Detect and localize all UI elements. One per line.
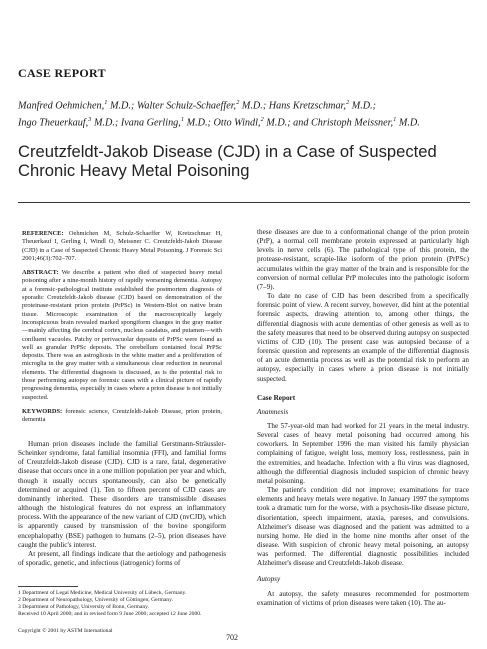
body-paragraph: To date no case of CJD has been described from a specifically forensic point of view. A recent survey, however, did hint at the potential forensic aspects, drawing attention to, among other things, the differential diagnosis with acute dementias of other genesis as well as to the safety measures that need to be observed during autopsy on suspected victims of CJD (10). The present case was autopsied because of a forensic question and represents an example of the differential diagnosis of an acute dementia process as well as the potential risk to perform an autopsy, especially in cases where a prion disease is not initially suspected. <box>257 292 469 383</box>
body-paragraph: these diseases are due to a conformational change of the prion protein (PrP), a normal cell membrane protein expressed at particularly high levels in nerve cells (6). The pathological type of this protein, the protease-resistant, scrapie-like isoform of the prion protein (PrPSc) accumulates within the gray matter of the brain and is responsible for the conversion of normal cellular PrP molecules into the pathologic isoform (7–9). <box>257 228 469 291</box>
author-name: M.D.; Ivana Gerling, <box>91 117 181 129</box>
page-number: 702 <box>226 633 238 642</box>
subsection-heading: Autopsy <box>257 575 281 584</box>
abstract-text: We describe a patient who died of suspected heavy metal poisoning after a nine-month history of rapidly worsening dementia. Autopsy at a forensic-pathological institute established the postmortem diagnosis of sporadic Creutzfeldt-Jakob disease (CJD) based on demonstration of the proteinase-resistant prion protein (PrPSc) in Western-Blot on native brain tissue. Microscopic examination of the macroscopically largely inconspicuous brain revealed marked spongiform changes in the gray matter—mainly affecting the cerebral cortex, nucleus caudatus, and putamen—with confluent vacuoles. Patchy or perivacuolar deposits of PrPSc were found as well as granular PrPSc deposits. The cerebellum contained focal PrPSc deposits. There was an astrogliosis in the white matter and a proliferation of microglia in the gray matter with a simultaneous clear reduction in neuronal elements. The differential diagnosis is discussed, as is the potential risk to those performing autopsy on forensic cases with a clinical picture of rapidly progressing dementia, especially in cases where a prion disease is not initially suspected. <box>22 269 222 401</box>
keywords-paragraph <box>22 408 222 425</box>
affiliation-marker: 2 <box>236 99 240 106</box>
author-name: M.D. <box>396 117 420 129</box>
left-body-text <box>18 440 226 568</box>
author-name: M.D.; Walter Schulz-Schaeffer, <box>107 100 237 112</box>
reference-label: REFERENCE: <box>22 230 64 237</box>
article-title: Creutzfeldt-Jakob Disease (CJD) in a Case of Suspected Chronic Heavy Metal Poisoning <box>18 142 437 180</box>
body-paragraph: At present, all findings indicate that the aetiology and pathogenesis of sporadic, genetic, and infectious (iatrogenic) forms of <box>18 549 226 568</box>
author-name: M.D.; Otto Windl, <box>184 117 261 129</box>
abstract-block <box>22 230 222 431</box>
author-line-1 <box>18 96 478 113</box>
title-divider <box>18 202 470 203</box>
abstract-paragraph <box>22 269 222 402</box>
right-body-text <box>257 228 469 608</box>
affiliation-marker: 1 <box>104 99 108 106</box>
footnote: 3 Department of Pathology, University of Bonn, Germany. <box>18 604 150 610</box>
affiliation-marker: 2 <box>345 99 350 106</box>
author-line-2 <box>18 113 478 130</box>
affiliation-marker: 2 <box>260 116 264 124</box>
reference-paragraph <box>22 230 222 263</box>
footnotes <box>18 586 226 618</box>
section-heading: Case Report <box>257 393 296 402</box>
body-paragraph: The 57-year-old man had worked for 21 years in the metal industry. Several cases of heavy metal poisoning had occurred among his coworkers. In September 1996 the man visited his family physician complaining of fatigue, weight loss, memory loss, restlessness, pain in the extremities, and headache. Infection with a flu virus was diagnosed, although the differential diagnosis included suspicion of chronic heavy metal poisoning. <box>257 421 469 485</box>
keywords-label: KEYWORDS: <box>22 407 63 415</box>
copyright-notice: Copyright © 2001 by ASTM International <box>18 628 113 634</box>
footnote: 2 Department of Neuropathology, University of Göttingen, Germany. <box>18 597 173 603</box>
author-name: M.D.; and Christoph Meissner, <box>263 117 394 129</box>
author-name: Ingo Theuerkauf, <box>18 117 89 129</box>
section-label: CASE REPORT <box>18 66 106 80</box>
subsection-heading: Anamnesis <box>257 407 289 416</box>
body-paragraph: Human prion diseases include the familial Gerstmann-Sträussler-Scheinker syndrome, fatal familial insomnia (FFI), and familial forms of Creutzfeldt-Jakob disease (CJD). CJD is a rare, fatal, degenerative disease that occurs once in a one million population per year and which, though it usually occurs spontaneously, can also be genetically determined or acquired (1). Ten to fifteen percent of CJD cases are dominantly inherited. These disorders are transmissible diseases although the histological features do not express an inflammatory process. With the appearance of the new variant of CJD (nvCJD), which is apparently caused by transmission of the bovine spongiform encephalopathy (BSE) pathogen to humans (2–5), prion diseases have caught the public's interest. <box>18 440 226 549</box>
author-name: Manfred Oehmichen, <box>18 100 105 112</box>
affiliation-marker: 1 <box>180 116 185 124</box>
author-name: M.D.; <box>349 100 377 112</box>
affiliation-marker: 1 <box>393 116 397 124</box>
footnote-divider <box>18 586 78 587</box>
reference-text: Oehmichen M, Schulz-Schaeffer W, Kretzschmar H, Theuerkauf I, Gerling I, Windl O, Meissner C. Creutzfeldt-Jakob Disease (CJD) in a Case of Suspected Chronic Heavy Metal Poisoning. J Forensic Sci 2001;46(3):702–707. <box>22 230 222 262</box>
body-paragraph: The patient's condition did not improve; examinations for trace elements and heavy metals were negative. In January 1997 the symptoms took a dramatic turn for the worse, with a psychosis-like disease picture, disorientation, speech impairment, ataxia, pareses, and convulsions. Alzheimer's disease was diagnosed and the patient was admitted to a nursing home. He died in the home nine months after onset of the disease. With suspicion of chronic heavy metal poisoning, an autopsy was performed. The differential diagnostic possibilities included Alzheimer's disease and Creutzfeldt-Jakob disease. <box>257 486 469 568</box>
body-paragraph: At autopsy, the safety measures recommended for postmortem examination of victims of prion diseases were taken (10). The au- <box>257 589 469 607</box>
footnote: Received 10 April 2000; and in revised form 9 June 2000; accepted 12 June 2000. <box>18 611 202 617</box>
author-list <box>18 96 478 131</box>
footnote: 1 Department of Legal Medicine, Medical University of Lübeck, Germany. <box>18 590 187 596</box>
author-name: M.D.; Hans Kretzschmar, <box>239 100 346 112</box>
keywords-text: forensic science, Creutzfeldt-Jakob Disease, prion protein, dementia <box>22 407 222 424</box>
affiliation-marker: 3 <box>88 116 92 124</box>
abstract-label: ABSTRACT: <box>22 269 59 277</box>
